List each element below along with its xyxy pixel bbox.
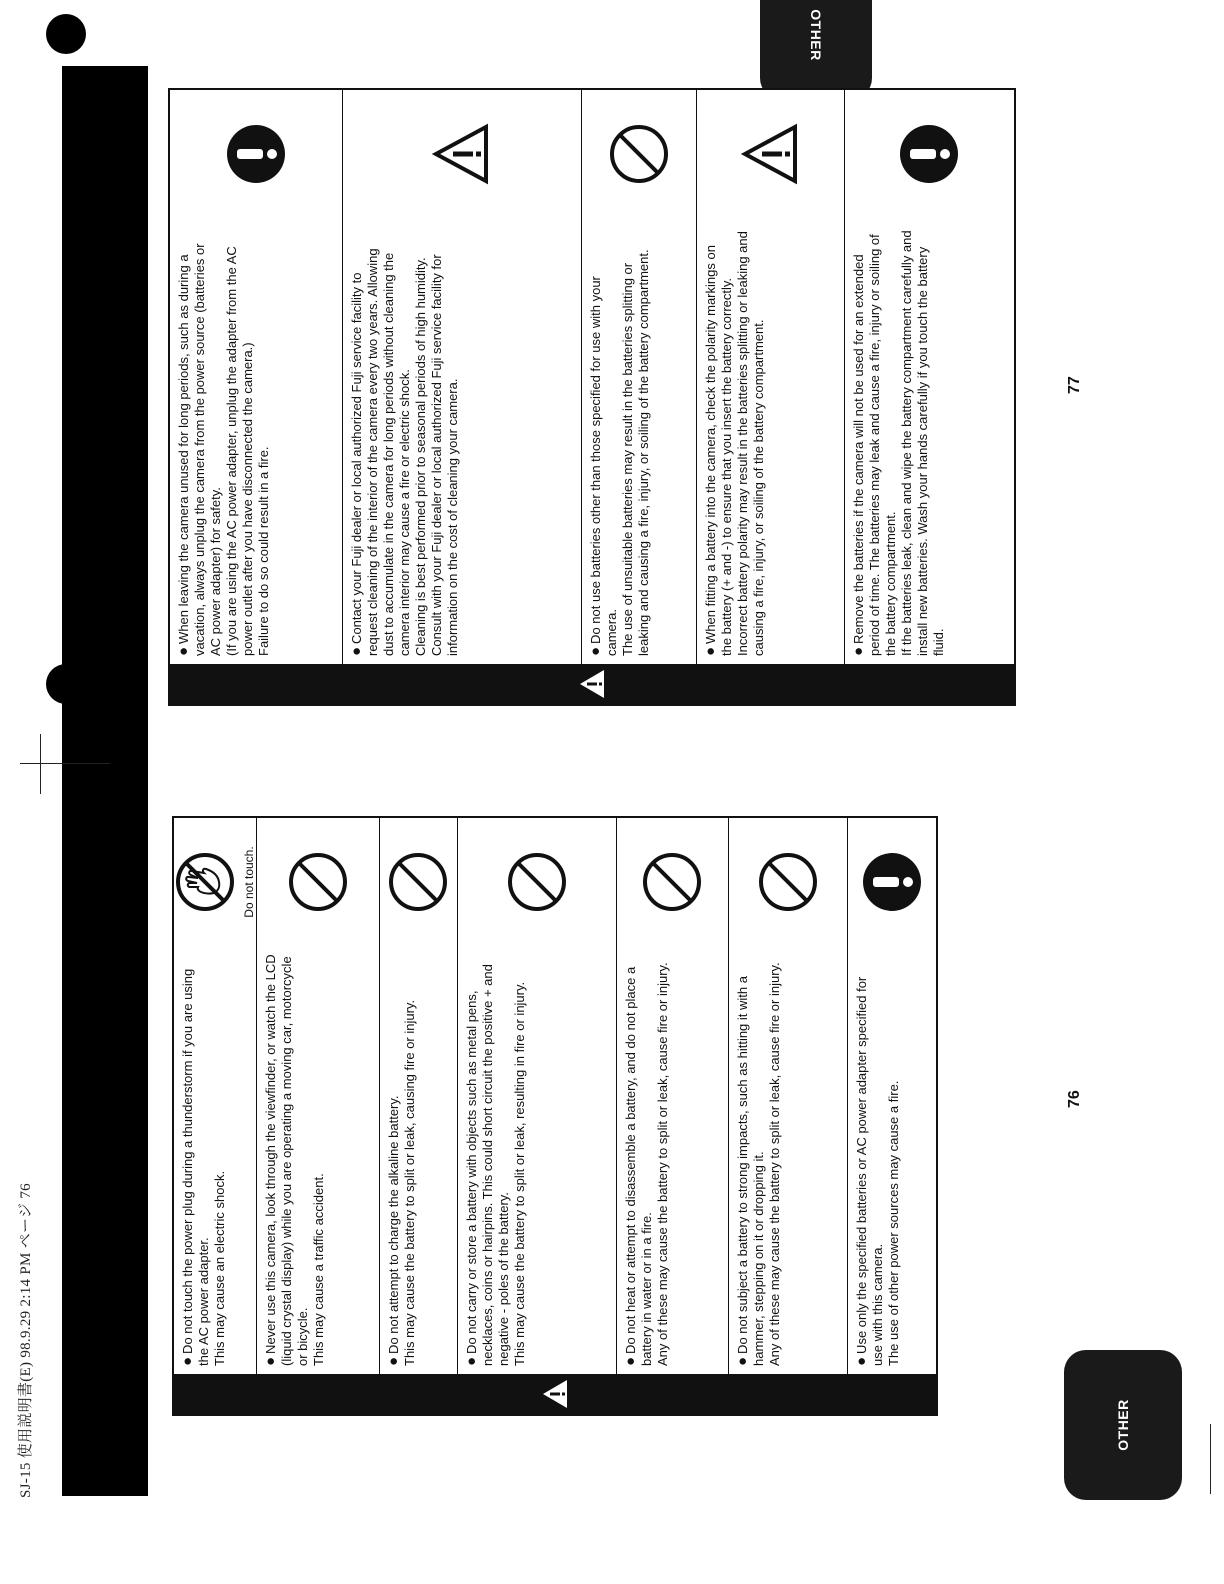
warning-lead-line: ●When fitting a battery into the camera, check the polarity markings on the battery (+ and -) to ensure that you insert the battery correctly. bbox=[702, 245, 735, 656]
warning-row bbox=[343, 90, 582, 664]
warning-text bbox=[617, 946, 728, 1374]
bullet-icon: ● bbox=[702, 646, 720, 656]
page-number-76: 76 bbox=[1066, 1090, 1083, 1108]
warning-row bbox=[257, 818, 380, 1374]
warning-row bbox=[458, 818, 617, 1374]
warning-text bbox=[729, 946, 847, 1374]
icon-caption: Do not touch. bbox=[242, 846, 256, 918]
warning-lead-line: ●Remove the batteries if the camera will not be used for an extended period of time. The batteries may leak and cause a fire, injury or soiling of the battery compartment. bbox=[849, 234, 898, 656]
exclamation-circle-icon bbox=[861, 851, 923, 913]
warning-panel-page-77 bbox=[168, 88, 1016, 706]
bullet-icon: ● bbox=[384, 1356, 402, 1366]
warning-symbol bbox=[845, 90, 1014, 218]
warning-triangle-icon bbox=[431, 123, 493, 185]
warning-text bbox=[380, 946, 457, 1374]
bullet-icon: ● bbox=[852, 1356, 870, 1366]
warning-lead-line: ●Do not subject a battery to strong impacts, such as hitting it with a hammer, stepping on it or dropping it. bbox=[734, 976, 767, 1366]
warning-symbol bbox=[458, 818, 616, 946]
warning-text bbox=[848, 946, 936, 1374]
bullet-icon: ● bbox=[179, 1356, 196, 1366]
warning-detail-line: Cleaning is best performed prior to seasonal periods of high humidity. bbox=[412, 257, 428, 656]
black-margin-band bbox=[62, 66, 148, 1496]
prohibited-icon bbox=[287, 851, 349, 913]
bullet-icon: ● bbox=[586, 646, 604, 656]
prohibited-icon bbox=[641, 851, 703, 913]
warning-detail-line: This may cause a traffic accident. bbox=[311, 1173, 326, 1366]
warning-lead-line: ●Do not attempt to charge the alkaline battery. bbox=[384, 1095, 402, 1366]
warning-text bbox=[170, 218, 342, 664]
warning-text bbox=[845, 218, 1014, 664]
warning-row bbox=[848, 818, 936, 1374]
warning-detail-line: If the batteries leak, clean and wipe the battery compartment carefully and install new batteries. Wash your hands carefully if you touch the battery fluid. bbox=[898, 230, 946, 656]
warning-text bbox=[582, 218, 696, 664]
warning-triangle-icon bbox=[578, 668, 606, 700]
bullet-icon: ● bbox=[462, 1356, 480, 1366]
warning-row bbox=[697, 90, 845, 664]
warning-symbol bbox=[174, 818, 256, 946]
registration-mark bbox=[20, 763, 110, 764]
bullet-icon: ● bbox=[175, 646, 192, 656]
prohibited-icon bbox=[757, 851, 819, 913]
warning-row bbox=[174, 818, 257, 1374]
warning-lead-line: ●Use only the specified batteries or AC power adapter specified for use with this camera. bbox=[852, 976, 885, 1366]
warning-text bbox=[174, 946, 256, 1374]
warning-panel-page-76 bbox=[172, 816, 938, 1416]
warning-symbol bbox=[848, 818, 936, 946]
warning-symbol bbox=[617, 818, 728, 946]
warning-triangle-icon bbox=[541, 1378, 569, 1410]
warning-row bbox=[170, 90, 343, 664]
warning-detail-line: Any of these may cause the battery to split or leak, cause fire or injury. bbox=[654, 962, 670, 1366]
warning-detail-line: Failure to do so could result in a fire. bbox=[256, 446, 271, 656]
section-tab-other: OTHER bbox=[1064, 1350, 1182, 1500]
prohibited-icon bbox=[608, 123, 670, 185]
exclamation-circle-icon bbox=[225, 123, 287, 185]
warning-symbol bbox=[380, 818, 457, 946]
warning-symbol bbox=[582, 90, 696, 218]
warning-lead-line: ●Never use this camera, look through the viewfinder, or watch the LCD (liquid crystal display) while you are operating a moving car, motorcycle or bicycle. bbox=[262, 954, 310, 1366]
panel-header bbox=[170, 664, 1014, 704]
warning-detail-line: The use of other power sources may cause a fire. bbox=[885, 1080, 901, 1366]
section-tab-other-upside-down: OTHER bbox=[760, 0, 872, 100]
warning-symbol bbox=[257, 818, 379, 946]
binding-hole bbox=[46, 14, 86, 54]
warning-text bbox=[343, 218, 581, 664]
print-slug: SJ-15 使用説明書(E) 98.9.29 2:14 PM ページ 76 bbox=[18, 1183, 34, 1498]
warning-detail-line: (If you are using the AC power adapter, unplug the adapter from the AC power outlet after you have disconnected the camera.) bbox=[224, 246, 255, 656]
warning-symbol bbox=[343, 90, 581, 218]
bullet-icon: ● bbox=[262, 1356, 279, 1366]
panel-rows bbox=[174, 818, 936, 1374]
panel-rows bbox=[170, 90, 1014, 664]
warning-lead-line: ●When leaving the camera unused for long periods, such as during a vacation, always unplug the camera from the power source (batteries or AC power adapter) for safety. bbox=[175, 243, 223, 656]
page-number-77: 77 bbox=[1066, 376, 1083, 394]
warning-row bbox=[845, 90, 1014, 664]
warning-detail-line: Any of these may cause the battery to split or leak, cause fire or injury. bbox=[767, 962, 783, 1366]
warning-row bbox=[380, 818, 458, 1374]
warning-row bbox=[617, 818, 729, 1374]
binding-hole bbox=[46, 664, 86, 704]
warning-text bbox=[458, 946, 616, 1374]
warning-text bbox=[697, 218, 844, 664]
warning-lead-line: ●Do not carry or store a battery with objects such as metal pens, necklaces, coins or hairpins. This could short circuit the positive + and negative - poles of the battery. bbox=[462, 964, 511, 1366]
bullet-icon: ● bbox=[734, 1356, 752, 1366]
warning-detail-line: Incorrect battery polarity may result in the batteries splitting or leaking and causing a fire, injury, or soiling of the battery compartment. bbox=[735, 231, 767, 656]
warning-symbol bbox=[697, 90, 844, 218]
bullet-icon: ● bbox=[347, 646, 365, 656]
warning-symbol bbox=[170, 90, 342, 218]
warning-text bbox=[257, 946, 379, 1374]
prohibited-icon bbox=[387, 851, 449, 913]
warning-detail-line: This may cause the battery to split or leak, resulting in fire or injury. bbox=[511, 981, 527, 1366]
warning-detail-line: The use of unsuitable batteries may result in the batteries splitting or leaking and causing a fire, injury, or soiling of the battery compartment. bbox=[619, 249, 651, 656]
warning-row bbox=[582, 90, 697, 664]
registration-mark bbox=[40, 734, 41, 794]
panel-header bbox=[174, 1374, 936, 1414]
bullet-icon: ● bbox=[849, 646, 867, 656]
warning-detail-line: This may cause the battery to split or leak, causing fire or injury. bbox=[401, 999, 417, 1366]
warning-lead-line: ●Do not use batteries other than those specified for use with your camera. bbox=[586, 276, 619, 656]
prohibited-icon bbox=[506, 851, 568, 913]
exclamation-circle-icon bbox=[898, 123, 960, 185]
warning-detail-line: This may cause an electric shock. bbox=[212, 1170, 227, 1366]
bullet-icon: ● bbox=[621, 1356, 639, 1366]
warning-detail-line: Consult with your Fuji dealer or local authorized Fuji service facility for information on the cost of cleaning your camera. bbox=[428, 254, 460, 656]
do-not-touch-icon bbox=[174, 851, 236, 913]
registration-mark bbox=[1210, 1424, 1211, 1494]
warning-row bbox=[729, 818, 848, 1374]
warning-lead-line: ●Contact your Fuji dealer or local authorized Fuji service facility to request cleaning of the interior of the camera every two years. Allowing dust to accumulate in the camera for long periods without cleaning the camera interior may cause a fire or electric shock. bbox=[347, 248, 412, 656]
warning-lead-line: ●Do not touch the power plug during a thunderstorm if you are using the AC power adapter. bbox=[179, 968, 211, 1366]
warning-triangle-icon bbox=[740, 123, 802, 185]
warning-symbol bbox=[729, 818, 847, 946]
warning-lead-line: ●Do not heat or attempt to disassemble a battery, and do not place a battery in water or in a fire. bbox=[621, 966, 654, 1366]
